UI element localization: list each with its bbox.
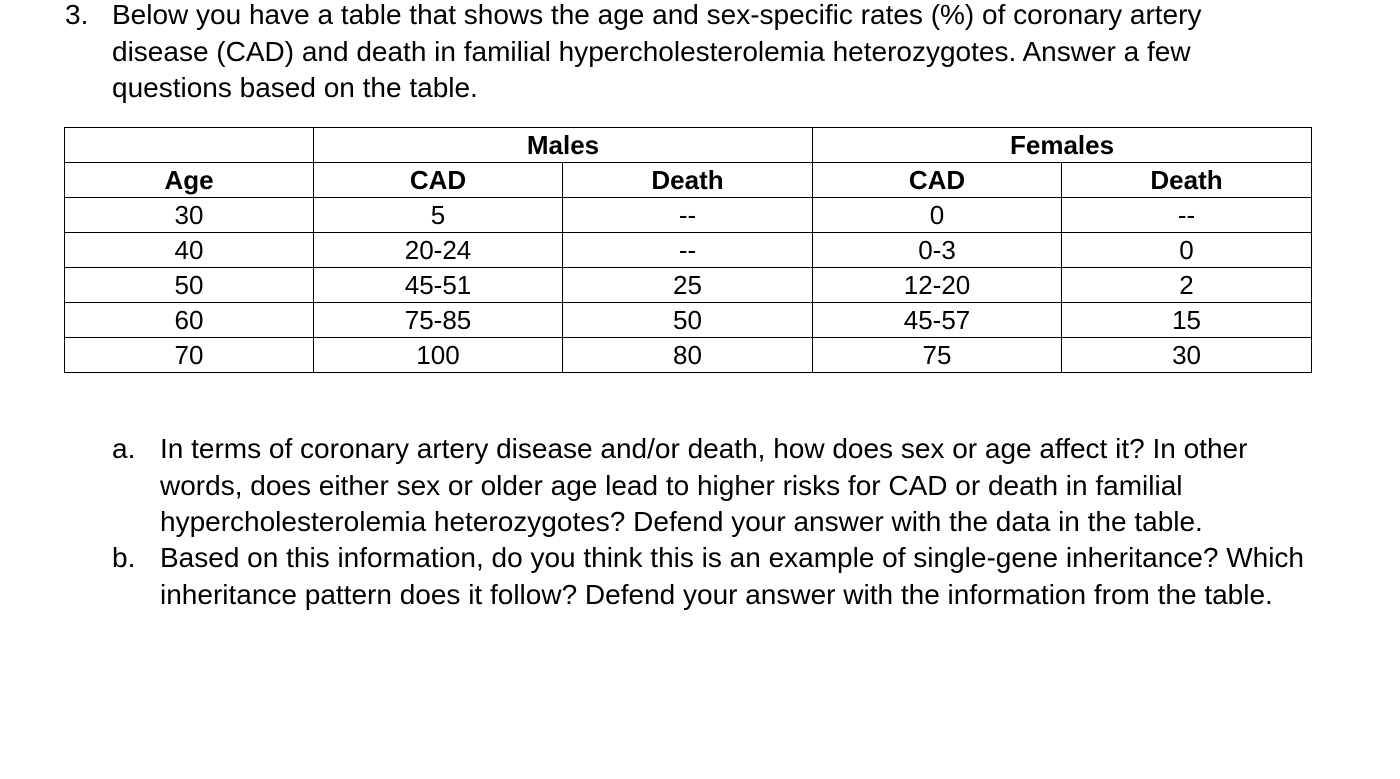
cell-female-cad: 75: [813, 338, 1062, 373]
cell-female-cad: 0: [813, 198, 1062, 233]
subquestion-text: Based on this information, do you think this is an example of single-gene inheritance? Which inheritance pattern does it follow? Defend your answer with the information from the table.: [160, 542, 1304, 610]
column-header-female-death: Death: [1062, 163, 1312, 198]
cell-female-cad: 12-20: [813, 268, 1062, 303]
cell-female-cad: 0-3: [813, 233, 1062, 268]
column-header-age: Age: [65, 163, 314, 198]
subquestion-a: [112, 431, 1312, 541]
group-header-row: [65, 128, 1312, 163]
cell-male-death: --: [563, 198, 813, 233]
cell-male-cad: 5: [314, 198, 563, 233]
cell-age: 60: [65, 303, 314, 338]
table-row: [65, 268, 1312, 303]
cell-male-death: 50: [563, 303, 813, 338]
column-header-row: [65, 163, 1312, 198]
cell-age: 70: [65, 338, 314, 373]
table-row: [65, 303, 1312, 338]
subquestion-text: In terms of coronary artery disease and/or death, how does sex or age affect it? In other words, does either sex or older age lead to higher risks for CAD or death in familial hypercholesterolemia heterozygotes? Defend your answer with the data in the table.: [160, 433, 1248, 537]
cell-female-cad: 45-57: [813, 303, 1062, 338]
cell-female-death: 2: [1062, 268, 1312, 303]
subquestion-b: [112, 540, 1312, 613]
table-row: [65, 338, 1312, 373]
cell-age: 30: [65, 198, 314, 233]
question-number: 3.: [65, 0, 89, 30]
subquestion-letter: b.: [112, 542, 136, 573]
subquestion-letter: a.: [112, 433, 136, 464]
cell-age: 50: [65, 268, 314, 303]
cell-male-cad: 100: [314, 338, 563, 373]
column-header-female-cad: CAD: [813, 163, 1062, 198]
group-header-males: Males: [314, 128, 813, 163]
cell-male-cad: 75-85: [314, 303, 563, 338]
cell-male-death: --: [563, 233, 813, 268]
cell-female-death: 30: [1062, 338, 1312, 373]
cell-female-death: 0: [1062, 233, 1312, 268]
cell-male-death: 80: [563, 338, 813, 373]
table-row: [65, 233, 1312, 268]
column-header-male-death: Death: [563, 163, 813, 198]
cell-age: 40: [65, 233, 314, 268]
cell-female-death: --: [1062, 198, 1312, 233]
cell-male-death: 25: [563, 268, 813, 303]
group-header-females: Females: [813, 128, 1312, 163]
cell-male-cad: 45-51: [314, 268, 563, 303]
cell-male-cad: 20-24: [314, 233, 563, 268]
question-3: [65, 0, 1305, 107]
cad-death-rates-table: [64, 127, 1312, 373]
column-header-male-cad: CAD: [314, 163, 563, 198]
table-row: [65, 198, 1312, 233]
group-header-age-blank: [65, 128, 314, 163]
question-text: Below you have a table that shows the age and sex-specific rates (%) of coronary artery disease (CAD) and death in familial hypercholesterolemia heterozygotes. Answer a few questions based on the table.: [112, 0, 1202, 103]
cell-female-death: 15: [1062, 303, 1312, 338]
